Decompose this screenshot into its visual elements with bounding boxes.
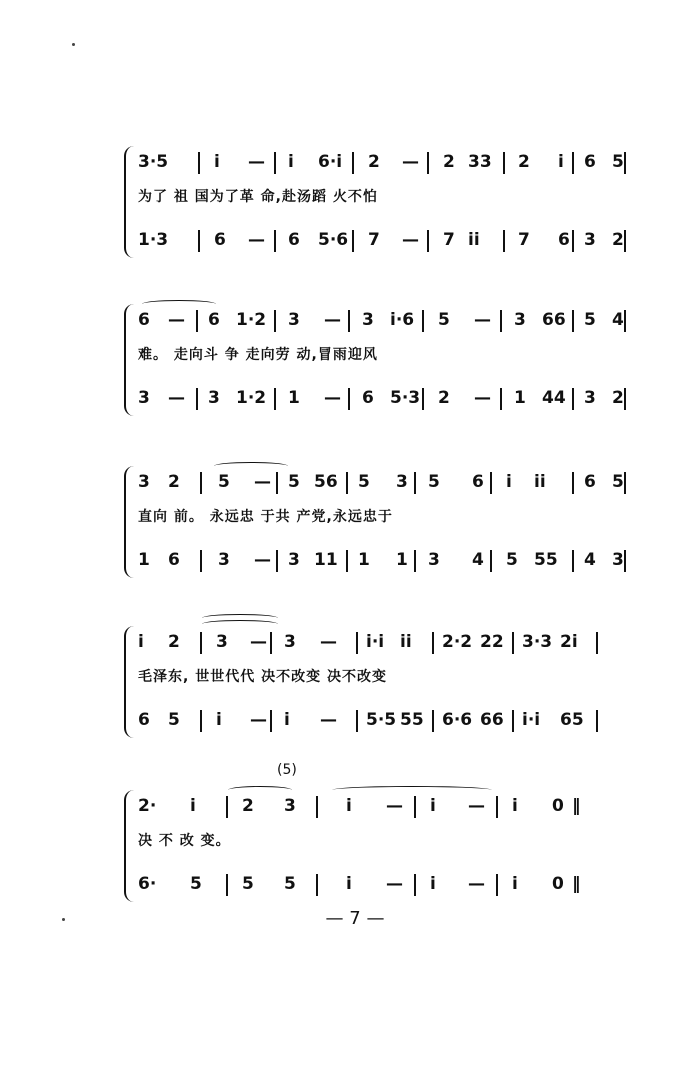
lyrics-line (138, 830, 618, 852)
barline (414, 796, 416, 818)
barline (432, 710, 434, 732)
note: 3 (362, 310, 374, 330)
note: i (512, 874, 518, 894)
note: 3 (428, 550, 440, 570)
barline (196, 388, 198, 410)
system-1 (118, 150, 624, 270)
lyrics-text: 直向 前。 永远忠 于共 产党,永远忠于 (138, 509, 393, 525)
note: i (512, 796, 518, 816)
note: 7 (443, 230, 455, 250)
barline (596, 710, 598, 732)
barline (624, 388, 626, 410)
barline (226, 874, 228, 896)
final-barline: ‖ (572, 874, 581, 894)
barline (270, 710, 272, 732)
note: 6 (584, 472, 596, 492)
barline (414, 874, 416, 896)
barline (196, 310, 198, 332)
upper-notes (138, 630, 618, 654)
barline (414, 472, 416, 494)
barline (572, 152, 574, 174)
barline (422, 310, 424, 332)
note: 5·3 (390, 388, 421, 408)
note: 1 (138, 550, 150, 570)
note: 6 (362, 388, 374, 408)
note: — (320, 710, 337, 730)
note: 3 (138, 472, 150, 492)
note: i (346, 874, 352, 894)
barline (414, 550, 416, 572)
note: 5 (218, 472, 230, 492)
note: ii (534, 472, 546, 492)
barline (500, 310, 502, 332)
slur (142, 300, 216, 308)
system-2 (118, 308, 624, 428)
barline (346, 472, 348, 494)
barline (356, 710, 358, 732)
barline (624, 550, 626, 572)
page-number: — 7 — (325, 908, 385, 929)
note: i (284, 710, 290, 730)
note: 65 (560, 710, 584, 730)
note: 3 (584, 230, 596, 250)
note: 6 (138, 710, 150, 730)
note: 3 (288, 310, 300, 330)
note: i (216, 710, 222, 730)
note: 3 (288, 550, 300, 570)
barline (274, 152, 276, 174)
note: 1·2 (236, 388, 267, 408)
slur (214, 462, 288, 470)
note: — (402, 230, 419, 250)
note: 44 (542, 388, 566, 408)
barline (572, 472, 574, 494)
note: ii (468, 230, 480, 250)
barline (572, 550, 574, 572)
lyrics-line (138, 666, 618, 688)
note: 2·2 (442, 632, 473, 652)
note: 6 (472, 472, 484, 492)
lower-notes (138, 386, 624, 410)
barline (274, 388, 276, 410)
barline (348, 310, 350, 332)
note: 5 (438, 310, 450, 330)
barline (270, 632, 272, 654)
note: — (468, 796, 485, 816)
barline (276, 472, 278, 494)
note: 4 (612, 310, 624, 330)
note: — (168, 310, 185, 330)
note: 3 (514, 310, 526, 330)
lyrics-text: 难。 走向斗 争 走向劳 动,冒雨迎风 (138, 347, 378, 363)
note: — (254, 472, 271, 492)
barline (503, 230, 505, 252)
note: 1 (288, 388, 300, 408)
note: 2 (612, 388, 624, 408)
note: 6 (214, 230, 226, 250)
note: — (324, 310, 341, 330)
note: 5 (428, 472, 440, 492)
lyrics-line (138, 506, 618, 528)
barline (624, 230, 626, 252)
note: 1·2 (236, 310, 267, 330)
barline (276, 550, 278, 572)
note: 5 (242, 874, 254, 894)
note: 2 (443, 152, 455, 172)
barline (348, 388, 350, 410)
rehearsal-mark: (5) (277, 762, 297, 778)
note: 66 (480, 710, 504, 730)
barline (422, 388, 424, 410)
note: 5 (584, 310, 596, 330)
barline (624, 152, 626, 174)
note: i (138, 632, 144, 652)
note: 3 (218, 550, 230, 570)
final-barline: ‖ (572, 796, 581, 816)
barline (572, 388, 574, 410)
note: 7 (368, 230, 380, 250)
note: 2· (138, 796, 157, 816)
barline (503, 152, 505, 174)
note: 55 (400, 710, 424, 730)
barline (352, 230, 354, 252)
lower-notes (138, 548, 624, 572)
barline (274, 230, 276, 252)
speck (62, 918, 65, 921)
note: 6 (584, 152, 596, 172)
barline (624, 310, 626, 332)
note: i (430, 796, 436, 816)
note: i (214, 152, 220, 172)
note: 5 (358, 472, 370, 492)
note: 6 (288, 230, 300, 250)
barline (200, 632, 202, 654)
note: 3 (216, 632, 228, 652)
slur (228, 786, 292, 794)
note: 1 (514, 388, 526, 408)
lyrics-text: 决 不 改 变。 (138, 833, 231, 849)
note: 33 (468, 152, 492, 172)
note: 66 (542, 310, 566, 330)
system-brace (124, 304, 138, 416)
barline (427, 230, 429, 252)
note: 5·5 (366, 710, 397, 730)
upper-notes (138, 308, 624, 332)
note: 5 (168, 710, 180, 730)
note: 5 (612, 472, 624, 492)
note: i·i (522, 710, 541, 730)
barline (596, 632, 598, 654)
barline (200, 710, 202, 732)
barline (346, 550, 348, 572)
note: i (346, 796, 352, 816)
speck (72, 43, 75, 46)
note: — (254, 550, 271, 570)
system-3 (118, 470, 624, 590)
note: 2 (438, 388, 450, 408)
barline (427, 152, 429, 174)
note: — (248, 230, 265, 250)
note: — (468, 874, 485, 894)
note: — (474, 310, 491, 330)
note: 3 (138, 388, 150, 408)
barline (200, 472, 202, 494)
note: 3 (584, 388, 596, 408)
note: — (250, 710, 267, 730)
upper-notes (138, 794, 618, 818)
lyrics-line (138, 186, 618, 208)
note: 2 (168, 632, 180, 652)
note: 5 (190, 874, 202, 894)
note: — (386, 796, 403, 816)
barline (512, 632, 514, 654)
note: 6·6 (442, 710, 473, 730)
barline (490, 550, 492, 572)
note: 56 (314, 472, 338, 492)
note: i (288, 152, 294, 172)
note: 2 (612, 230, 624, 250)
lyrics-text: 为了 祖 国为了革 命,赴汤蹈 火不怕 (138, 189, 378, 205)
note: 1 (396, 550, 408, 570)
note: ii (400, 632, 412, 652)
system-brace (124, 146, 138, 258)
system-5 (118, 794, 618, 914)
lower-notes (138, 872, 618, 896)
lyrics-line (138, 344, 618, 366)
barline (274, 310, 276, 332)
note: 1·3 (138, 230, 169, 250)
note: i (190, 796, 196, 816)
barline (572, 310, 574, 332)
note: 3 (284, 632, 296, 652)
barline (572, 230, 574, 252)
note: 7 (518, 230, 530, 250)
note: 1 (358, 550, 370, 570)
barline (316, 796, 318, 818)
note: 6·i (318, 152, 343, 172)
note: i·i (366, 632, 385, 652)
note: 3·3 (522, 632, 553, 652)
note: 3 (284, 796, 296, 816)
barline (200, 550, 202, 572)
note: — (168, 388, 185, 408)
system-brace (124, 626, 138, 738)
note: 4 (584, 550, 596, 570)
note: 2 (168, 472, 180, 492)
barline (198, 230, 200, 252)
system-brace (124, 790, 138, 902)
note: 5 (506, 550, 518, 570)
note: — (248, 152, 265, 172)
note: 6· (138, 874, 157, 894)
note: — (324, 388, 341, 408)
note: 6 (208, 310, 220, 330)
note: 3·5 (138, 152, 169, 172)
note: — (386, 874, 403, 894)
lyrics-text: 毛泽东, 世世代代 决不改变 决不改变 (138, 669, 387, 685)
barline (356, 632, 358, 654)
barline (432, 632, 434, 654)
note: 22 (480, 632, 504, 652)
barline (490, 472, 492, 494)
note: 11 (314, 550, 338, 570)
barline (496, 874, 498, 896)
note: 5 (612, 152, 624, 172)
barline (512, 710, 514, 732)
barline (198, 152, 200, 174)
system-brace (124, 466, 138, 578)
note: 3 (208, 388, 220, 408)
barline (316, 874, 318, 896)
barline (624, 472, 626, 494)
slur (202, 620, 278, 628)
note: i (430, 874, 436, 894)
note: 0 (552, 796, 564, 816)
slur (332, 786, 492, 794)
note: 3 (612, 550, 624, 570)
barline (352, 152, 354, 174)
note: 4 (472, 550, 484, 570)
note: 2 (368, 152, 380, 172)
barline (496, 796, 498, 818)
lower-notes (138, 708, 618, 732)
note: 55 (534, 550, 558, 570)
barline (500, 388, 502, 410)
upper-notes (138, 470, 624, 494)
note: 0 (552, 874, 564, 894)
note: 5·6 (318, 230, 349, 250)
note: i (506, 472, 512, 492)
note: — (474, 388, 491, 408)
note: 3 (396, 472, 408, 492)
note: 6 (138, 310, 150, 330)
note: 2 (242, 796, 254, 816)
note: — (320, 632, 337, 652)
upper-notes (138, 150, 624, 174)
note: 5 (288, 472, 300, 492)
barline (226, 796, 228, 818)
note: — (250, 632, 267, 652)
lower-notes (138, 228, 624, 252)
note: — (402, 152, 419, 172)
note: i (558, 152, 564, 172)
system-4 (118, 630, 618, 750)
note: 6 (558, 230, 570, 250)
note: 6 (168, 550, 180, 570)
note: i·6 (390, 310, 415, 330)
note: 5 (284, 874, 296, 894)
note: 2i (560, 632, 578, 652)
note: 2 (518, 152, 530, 172)
